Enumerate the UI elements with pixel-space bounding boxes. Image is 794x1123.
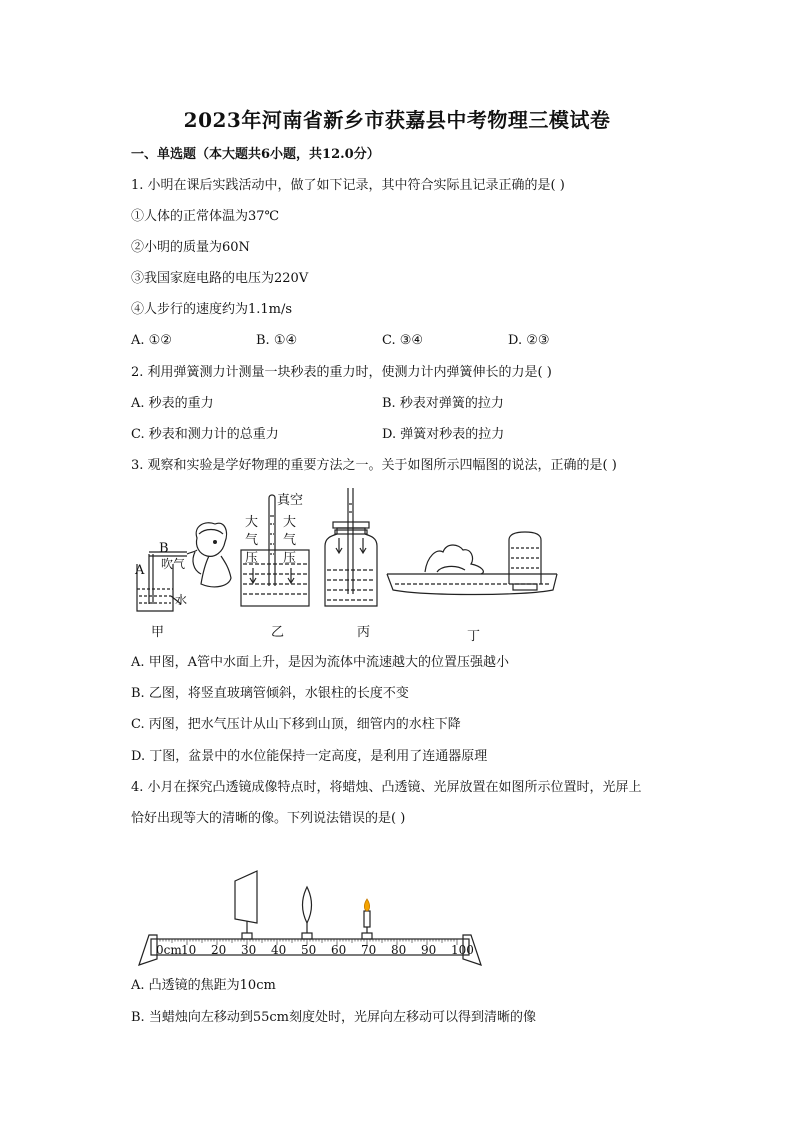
label-atm-right-2: 气 — [283, 533, 297, 548]
label-b: B — [159, 541, 169, 556]
question-3-option-d: D. 丁图，盆景中的水位能保持一定高度，是利用了连通器原理 — [131, 749, 488, 764]
candle-flame-icon — [364, 899, 369, 911]
optical-bench-figure — [135, 865, 495, 971]
question-1-option-d: D. ②③ — [508, 333, 550, 348]
caption-ding: 丁 — [467, 629, 481, 644]
question-4-stem-line1: 4. 小月在探究凸透镜成像特点时，将蜡烛、凸透镜、光屏放置在如图所示位置时，光屏上 — [131, 780, 642, 795]
question-1-item: ②小明的质量为60N — [131, 240, 250, 255]
ruler-label: 10 — [181, 943, 197, 957]
question-3-option-c: C. 丙图，把水气压计从山下移到山顶，细管内的水柱下降 — [131, 717, 461, 732]
label-a: A — [135, 563, 145, 578]
question-2-option-a: A. 秒表的重力 — [131, 396, 214, 411]
ruler-label: 50 — [301, 943, 317, 957]
caption-yi: 乙 — [271, 625, 285, 640]
question-2-option-b: B. 秒表对弹簧的拉力 — [382, 396, 504, 411]
ruler-label: 60 — [331, 943, 347, 957]
label-atm-right-1: 大 — [283, 515, 297, 530]
caption-jia: 甲 — [151, 625, 165, 640]
label-water: 水 — [175, 593, 188, 607]
ruler-label: 100 — [451, 943, 474, 957]
question-4-option-b: B. 当蜡烛向左移动到55cm刻度处时，光屏向左移动可以得到清晰的像 — [131, 1010, 536, 1025]
label-atm-left-3: 压 — [245, 551, 259, 566]
figure-ding — [387, 532, 557, 595]
ruler-label: 90 — [421, 943, 437, 957]
caption-bing: 丙 — [357, 625, 371, 640]
label-blow: 吹气 — [161, 557, 186, 571]
page-title: 2023年河南省新乡市获嘉县中考物理三模试卷 — [183, 108, 611, 132]
question-3-stem: 3. 观察和实验是学好物理的重要方法之一。关于如图所示四幅图的说法，正确的是( ) — [131, 458, 617, 473]
question-1-stem: 1. 小明在课后实践活动中，做了如下记录，其中符合实际且记录正确的是( ) — [131, 178, 565, 193]
question-1-option-b: B. ①④ — [256, 333, 298, 348]
ruler-label: 40 — [271, 943, 287, 957]
question-2-option-d: D. 弹簧对秒表的拉力 — [382, 427, 505, 442]
question-1-item: ①人体的正常体温为37℃ — [131, 209, 280, 224]
question-4-stem-line2: 恰好出现等大的清晰的像。下列说法错误的是( ) — [131, 811, 406, 826]
question-1-option-c: C. ③④ — [382, 333, 424, 348]
section-heading: 一、单选题（本大题共6小题，共12.0分） — [131, 147, 380, 162]
ruler-label: 80 — [391, 943, 407, 957]
label-atm-left-1: 大 — [245, 515, 259, 530]
candle — [362, 911, 372, 939]
question-3-figure — [125, 486, 575, 646]
question-1-item: ④人步行的速度约为1.1m/s — [131, 302, 293, 317]
convex-lens — [302, 887, 312, 939]
question-2-option-c: C. 秒表和测力计的总重力 — [131, 427, 279, 442]
light-screen — [235, 871, 257, 939]
ruler-label: 0cm — [156, 943, 182, 957]
label-atm-right-3: 压 — [283, 551, 297, 566]
label-atm-left-2: 气 — [245, 533, 259, 548]
label-vacuum: 真空 — [277, 493, 304, 508]
question-1-item: ③我国家庭电路的电压为220V — [131, 271, 309, 286]
question-3-option-b: B. 乙图，将竖直玻璃管倾斜，水银柱的长度不变 — [131, 686, 409, 701]
question-3-option-a: A. 甲图，A管中水面上升，是因为流体中流速越大的位置压强越小 — [131, 655, 510, 670]
ruler-label: 70 — [361, 943, 377, 957]
question-1-option-a: A. ①② — [131, 333, 172, 348]
figure-bing — [325, 488, 377, 606]
ruler-label: 30 — [241, 943, 257, 957]
question-4-option-a: A. 凸透镜的焦距为10cm — [131, 978, 276, 993]
question-2-stem: 2. 利用弹簧测力计测量一块秒表的重力时，使测力计内弹簧伸长的力是( ) — [131, 365, 552, 380]
ruler-label: 20 — [211, 943, 227, 957]
